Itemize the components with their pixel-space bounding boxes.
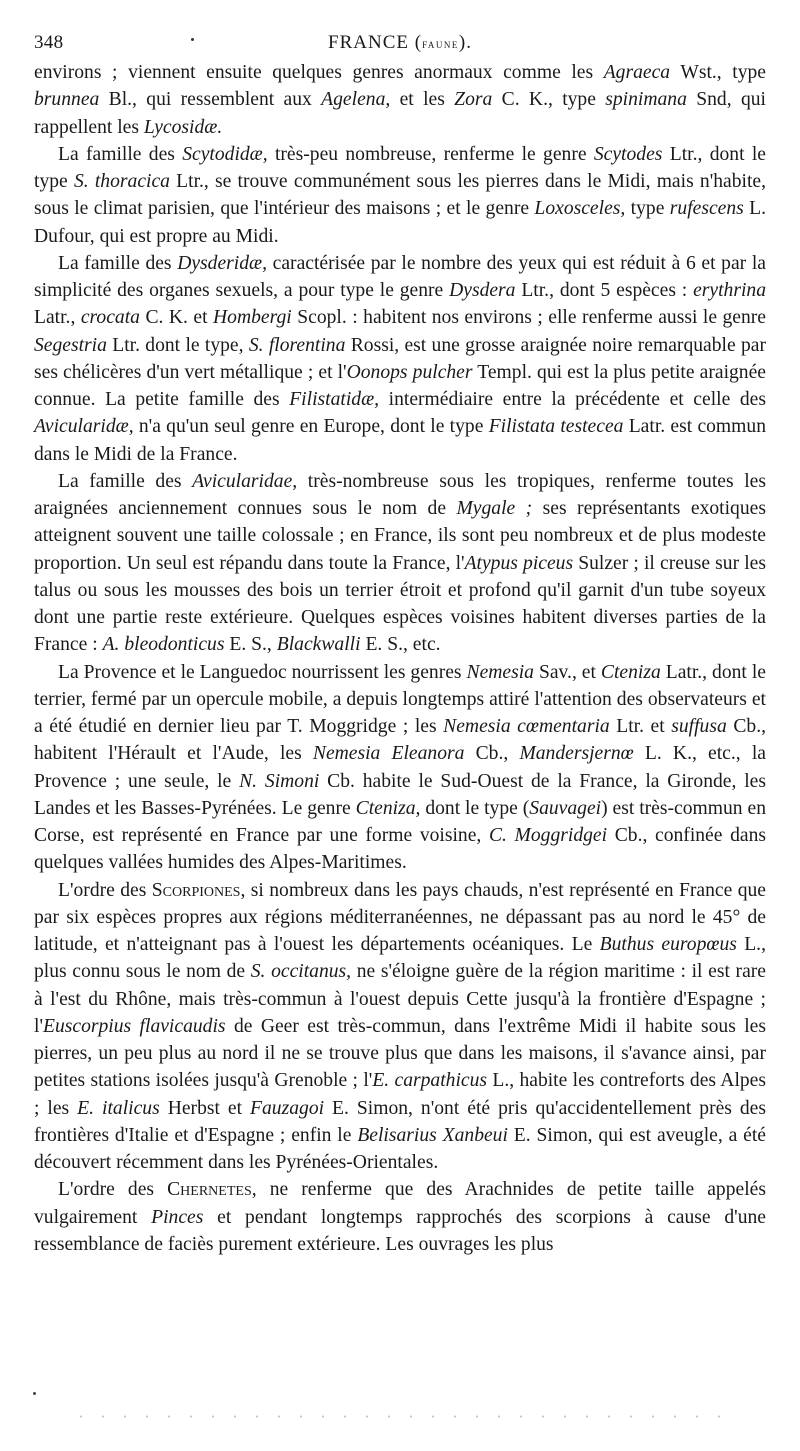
text-run: environs ; viennent ensuite quelques genres anormaux comme les xyxy=(34,62,604,83)
species-name: Filistata testecea xyxy=(488,416,624,438)
genus-name: Agelena, xyxy=(321,89,391,111)
genus-name: Loxosceles, xyxy=(534,198,626,220)
page-header xyxy=(34,30,766,54)
family-name: Lycosidæ. xyxy=(143,116,223,138)
text-run: Cb., xyxy=(464,743,520,765)
text-run: E. S., xyxy=(224,634,277,656)
text-run: Cb., confinée dans quelques vallées humides des Alpes-Maritimes. xyxy=(34,825,766,874)
text-run: C. K., type xyxy=(492,89,606,111)
text-run: ne s'éloigne guère de la région maritime : il est rare à l'est du Rhône, mais très-commun à l'ouest depuis Cette jusqu'à la frontière d'Espagne ; l' xyxy=(34,961,767,1037)
text-run: n'a qu'un seul genre en Europe, dont le type xyxy=(133,416,489,438)
text-run: L., plus connu sous le nom de xyxy=(34,934,766,983)
paragraph-avicularidae xyxy=(34,468,766,659)
print-specks xyxy=(70,1415,730,1418)
margin-dot xyxy=(33,1392,36,1395)
text-run: très-nombreuse sous les tropiques, renferme toutes les araignées anciennement connues sous le nom de xyxy=(34,470,766,519)
text-run: Ltr. dont le type, xyxy=(106,334,249,356)
text-run: intermédiaire entre la précédente et celle des xyxy=(379,389,766,410)
species-name: Oonops pulcher xyxy=(346,361,473,383)
text-run: Sulzer ; il creuse sur les talus ou sous les mousses des bois un terrier étroit et profond qu'il garnit d'un tube soyeux dont une partie reste extérieure. Quelques espèces voisines habitent diverses parties de la France : xyxy=(34,552,766,656)
body-text xyxy=(34,59,766,1258)
text-run: Sav., et xyxy=(533,661,601,683)
text-run: de Geer est très-commun, dans l'extrême Midi il habite sous les pierres, un peu plus au nord il ne se trouve plus que dans les maisons, il s'avance ainsi, par petites stations isolées jusqu'à Grenoble ; l' xyxy=(34,1015,766,1092)
paragraph-scorpiones xyxy=(34,877,766,1177)
paragraph-scytodidae xyxy=(34,141,766,250)
order-name: Scorpiones, xyxy=(151,879,246,901)
species-name: Euscorpius flavicaudis xyxy=(42,1015,226,1037)
text-run: Latr. est commun dans le Midi de la France. xyxy=(34,416,767,465)
page-number: 348 xyxy=(34,32,64,53)
species-name: rufescens xyxy=(669,198,744,220)
family-name: Avicularidæ, xyxy=(34,416,134,438)
species-name: suffusa xyxy=(671,716,727,737)
paragraph-chernetes xyxy=(34,1176,766,1258)
common-name: Pinces xyxy=(151,1206,204,1228)
text-run: Herbst et xyxy=(159,1097,251,1119)
text-run: Snd, qui rappellent les xyxy=(34,89,766,138)
text-run: Ltr., dont le type xyxy=(34,143,766,192)
species-name: S. occitanus, xyxy=(250,961,352,983)
species-name: Mandersjernœ xyxy=(519,743,634,765)
text-run: Wst., type xyxy=(670,62,766,83)
species-name: brunnea xyxy=(34,89,100,111)
text-run: Templ. qui est la plus petite araignée connue. La petite famille des xyxy=(34,361,766,410)
text-run: La famille des xyxy=(58,143,183,165)
species-name: Fauzagoi xyxy=(250,1097,325,1119)
text-run: Bl., qui ressemblent aux xyxy=(99,89,322,111)
text-run: E. Simon, n'ont été pris qu'accidentellement près des frontières d'Italie et d'Espagne ; enfin le xyxy=(34,1097,767,1146)
family-name: Avicularidae, xyxy=(192,470,298,492)
family-name: Filistatidæ, xyxy=(289,389,380,410)
running-head xyxy=(34,32,766,54)
genus-name: Cteniza, xyxy=(355,797,421,819)
family-name: Scytodidæ, xyxy=(182,143,268,165)
genus-name: Agraeca xyxy=(603,62,671,83)
text-run: La Provence et le Languedoc nourrissent les genres xyxy=(58,661,467,683)
species-name: Buthus europœus xyxy=(599,934,737,955)
text-run: type xyxy=(625,198,670,220)
text-run: et les xyxy=(390,89,455,111)
running-head-prefix: FRANCE ( xyxy=(328,32,423,53)
paragraph-dysderidae xyxy=(34,250,766,468)
paragraph-provence xyxy=(34,659,766,877)
genus-name: Nemesia xyxy=(466,661,534,683)
text-run: ) est très-commun en Corse, est représenté en France par une forme voisine, xyxy=(34,797,767,846)
text-run: L., habite les contreforts des Alpes ; les xyxy=(34,1070,767,1119)
genus-name: Mygale ; xyxy=(456,498,533,519)
text-run: L'ordre des xyxy=(58,879,152,901)
species-name: Blackwalli xyxy=(276,634,361,656)
running-head-suffix: ). xyxy=(458,32,472,53)
text-run: si nombreux dans les pays chauds, n'est représenté en France que par six espèces propres aux régions méditerranéennes, ne dépassant pas au nord le 45° de latitude, et n'atteignant pas à l'ouest les départements océaniques. Le xyxy=(34,879,766,955)
text-run: Rossi, est une grosse araignée noire remarquable par ses chélicères d'un vert métallique ; et l' xyxy=(34,334,766,383)
species-name: E. carpathicus xyxy=(372,1070,488,1092)
text-run: Cb. habite le Sud-Ouest de la France, la Gironde, les Landes et les Basses-Pyrénées. Le genre xyxy=(34,770,766,819)
genus-name: Cteniza xyxy=(600,661,661,683)
text-run: très-peu nombreuse, renferme le genre xyxy=(267,143,594,165)
genus-name: Segestria xyxy=(34,334,107,356)
genus-name: Dysdera xyxy=(449,280,516,301)
species-name: N. Simoni xyxy=(239,770,320,792)
genus-name: Scytodes xyxy=(593,143,663,165)
species-name: spinimana xyxy=(605,89,687,111)
text-run: L. K., etc., la Provence ; une seule, le xyxy=(34,743,766,792)
text-run: L'ordre des xyxy=(58,1179,168,1201)
order-name: Chernetes, xyxy=(167,1179,257,1201)
text-run: Ltr., se trouve communément sous les pierres dans le Midi, mais n'habite, sous le climat parisien, que l'intérieur des maisons ; et le genre xyxy=(34,171,767,220)
text-run: La famille des xyxy=(58,252,178,274)
species-name: Hombergi xyxy=(213,307,292,329)
text-run: Cb., habitent l'Hérault et l'Aude, les xyxy=(34,716,766,765)
species-name: S. thoracica xyxy=(73,171,170,192)
species-name: erythrina xyxy=(693,280,766,301)
species-name: crocata xyxy=(80,307,140,329)
text-run: E. S., etc. xyxy=(360,634,441,656)
family-name: Dysderidæ, xyxy=(177,252,268,274)
paragraph-continued xyxy=(34,59,766,141)
species-name: A. bleodonticus xyxy=(102,634,225,656)
text-run: caractérisée par le nombre des yeux qui est réduit à 6 et par la simplicité des organes sexuels, a pour type le genre xyxy=(34,252,766,301)
species-name: E. italicus xyxy=(77,1097,160,1119)
text-run: Ltr. et xyxy=(609,716,672,737)
running-head-smallcaps: faune xyxy=(422,36,459,51)
text-run: L. Dufour, qui est propre au Midi. xyxy=(34,198,767,247)
species-name: S. florentina xyxy=(248,334,346,356)
text-run: E. Simon, qui est aveugle, a été découvert récemment dans les Pyrénées-Orientales. xyxy=(34,1124,766,1173)
document-page xyxy=(34,30,766,1258)
species-name: Nemesia cœmentaria xyxy=(443,716,610,737)
text-run: et pendant longtemps rapprochés des scorpions à cause d'une ressemblance de faciès purement extérieure. Les ouvrages les plus xyxy=(34,1206,766,1255)
species-name: Nemesia Eleanora xyxy=(312,743,465,765)
text-run: dont le type ( xyxy=(420,797,530,819)
species-name: Atypus piceus xyxy=(464,552,574,574)
text-run: La famille des xyxy=(58,470,193,492)
text-run: Ltr., dont 5 espèces : xyxy=(515,280,694,301)
text-run: ne renferme que des Arachnides de petite taille appelés vulgairement xyxy=(34,1179,766,1228)
genus-name: Zora xyxy=(454,89,493,111)
text-run: C. K. et xyxy=(139,307,214,329)
species-name: Belisarius Xanbeui xyxy=(357,1124,508,1146)
text-run: Scopl. : habitent nos environs ; elle renferme aussi le genre xyxy=(291,307,767,329)
species-name: Sauvagei xyxy=(529,797,602,819)
species-name: C. Moggridgei xyxy=(488,825,608,846)
text-run: ses représentants exotiques atteignent souvent une taille colossale ; en France, ils sont peu nombreux et de plus modeste proportion. Un seul est répandu dans toute la France, l' xyxy=(34,498,766,574)
text-run: Latr., xyxy=(34,307,81,329)
text-run: Latr., dont le terrier, fermé par un opercule mobile, a depuis longtemps attiré l'attention des observateurs et a été étudié en dernier lieu par T. Moggridge ; les xyxy=(34,661,766,737)
